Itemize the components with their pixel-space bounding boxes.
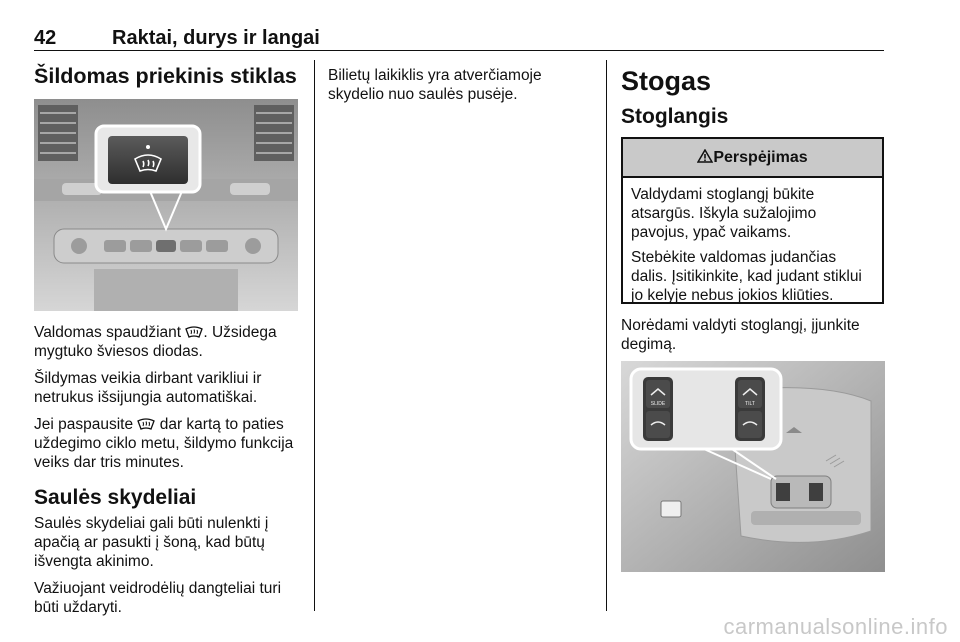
watermark: carmanualsonline.info: [723, 614, 948, 639]
slide-label: SLIDE: [650, 401, 666, 407]
warning-body: [623, 178, 882, 305]
ticket-holder-paragraph: Bilietų laikiklis yra atverčiamoje skydelio nuo saulės pusėje.: [328, 67, 542, 103]
warning-paragraph-1: Valdydami stoglangį būkite atsargūs. Iškyla sužalojimo pavojus, ypač vaikams.: [631, 186, 817, 241]
windscreen-paragraph-1: Valdomas spaudžiant . Užsidega mygtuko šviesos diodas.: [34, 324, 277, 360]
warning-triangle-icon: [697, 149, 713, 163]
tilt-label: TILT: [745, 401, 755, 407]
dashboard-illustration: [34, 99, 298, 311]
warning-paragraph-2: Stebėkite valdomas judančias dalis. Įsitikinkite, kad judant stiklui jo kelyje nebus jokios kliūties.: [631, 249, 862, 304]
page-number: 42: [34, 27, 57, 49]
section-heading-roof: Stogas: [621, 66, 712, 96]
chapter-title: Raktai, durys ir langai: [112, 27, 320, 49]
sun-visors-paragraph-1: Saulės skydeliai gali būti nulenkti į apačią ar pasukti į šoną, kad būtų išvengta akinimo.: [34, 515, 269, 570]
warning-box: [621, 137, 884, 304]
roof-console-illustration: [621, 361, 885, 572]
section-heading-sun-visors: Saulės skydeliai: [34, 486, 197, 509]
sunroof-text: [621, 316, 885, 362]
sun-visors-paragraph-2: Važiuojant veidrodėlių dangteliai turi būti uždaryti.: [34, 580, 282, 616]
sun-visors-text: [34, 514, 300, 625]
column-divider-2: [606, 60, 607, 611]
ticket-holder-text: [328, 66, 590, 112]
windscreen-heater-icon: [137, 418, 155, 430]
warning-title: Perspėjimas: [713, 149, 808, 166]
windscreen-paragraph-3: Jei paspausite dar kartą to paties uždegimo ciklo metu, šildymo funkcija veiks dar tris minutes.: [34, 416, 294, 471]
windscreen-text: [34, 323, 300, 480]
sunroof-paragraph: Norėdami valdyti stoglangį, įjunkite degimą.: [621, 317, 860, 353]
section-heading-windscreen: Šildomas priekinis stiklas: [34, 64, 297, 88]
header-rule: [34, 50, 884, 51]
windscreen-heater-icon: [185, 326, 203, 338]
windscreen-heater-photo: [34, 99, 298, 311]
warning-header: [623, 139, 882, 178]
windscreen-paragraph-2: Šildymas veikia dirbant varikliui ir netrukus išsijungia automatiškai.: [34, 370, 262, 406]
sunroof-switch-photo: [621, 361, 885, 572]
column-divider-1: [314, 60, 315, 611]
subheading-sunroof: Stoglangis: [621, 105, 729, 128]
